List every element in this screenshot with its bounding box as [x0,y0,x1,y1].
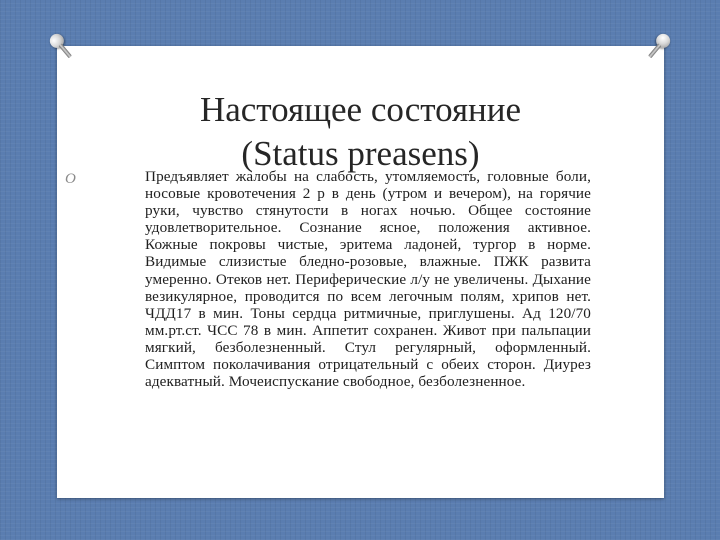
slide-title [57,88,664,176]
slide-title-line-1: Настоящее состояние [199,90,522,129]
slide-body-text: Предъявляет жалобы на слабость, утомляемость, головные боли, носовые кровотечения 2 р в день (утром и вечером), на горячие руки, чувство стянутости в ногах ночью. Общее состояние удовлетворительное. Сознание ясное, положения активное. Кожные покровы чистые, эритема ладоней, тургор в норме. Видимые слизистые бледно-розовые, влажные. ПЖК развита умеренно. Отеков нет. Периферические л/у не увеличены. Дыхание везикулярное, проводится по всем легочным полям, хрипов нет. ЧДД17 в мин. Тоны сердца ритмичные, приглушены. Ад 120/70 мм.рт.ст. ЧСС 78 в мин. Аппетит сохранен. Живот при пальпации мягкий, безболезненный. Стул регулярный, оформленный. Симптом поколачивания отрицательный с обеих сторон. Диурез адекватный. Мочеиспускание свободное, безболезненное. [145,168,591,391]
bullet-marker-icon: O [65,171,76,187]
slide-title-line-2: (Status preasens) [241,134,480,173]
slide-card [57,46,664,498]
